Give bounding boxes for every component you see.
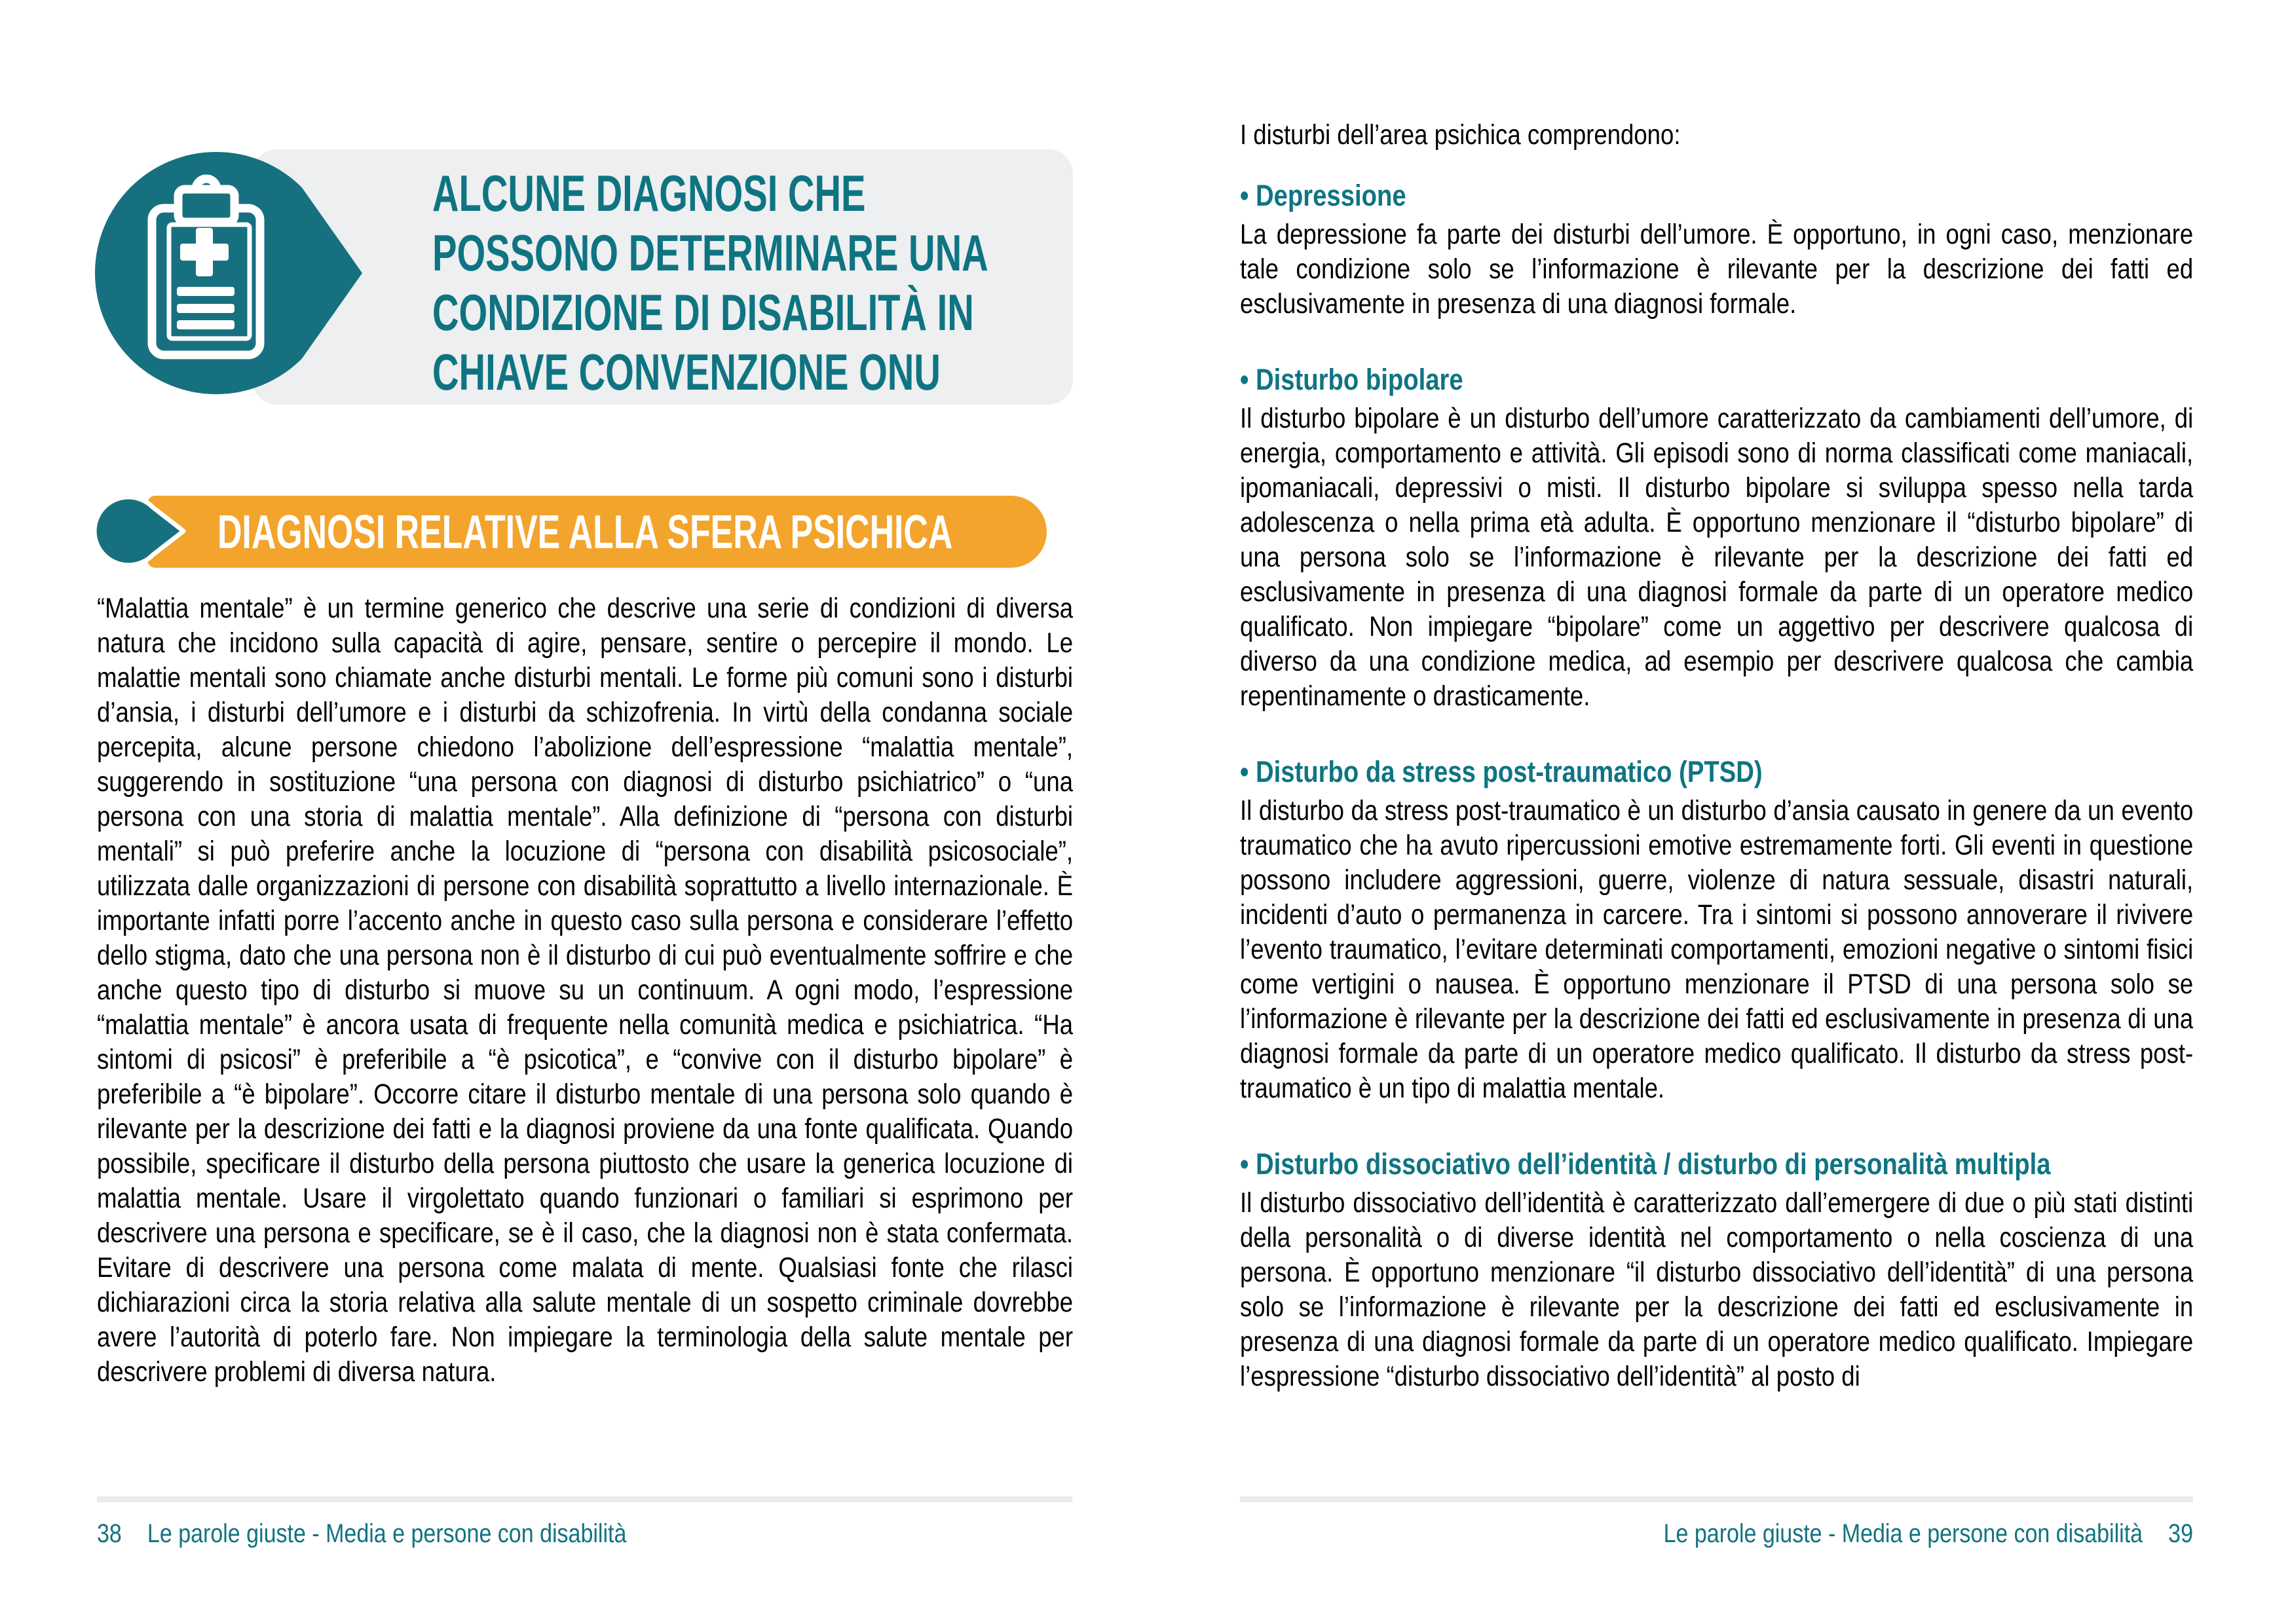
badge-title <box>432 164 998 402</box>
badge-title-line: CHIAVE CONVENZIONE ONU <box>432 343 941 401</box>
section-banner-title: DIAGNOSI RELATIVE ALLA SFERA PSICHICA <box>217 506 953 559</box>
section-heading: • Disturbo da stress post-traumatico (PTSD) <box>1240 755 1763 788</box>
right-column <box>1240 118 2193 1435</box>
book-title: Le parole giuste - Media e persone con disabilità <box>147 1519 627 1548</box>
section-depressione <box>1240 178 2193 322</box>
section-heading: • Disturbo dissociativo dell’identità / disturbo di personalità multipla <box>1240 1147 2051 1181</box>
intro-line: I disturbi dell’area psichica comprendono: <box>1240 119 1681 151</box>
section-disturbo-bipolare <box>1240 362 2193 714</box>
body-paragraph: “Malattia mentale” è un termine generico che descrive una serie di condizioni di diversa natura che incidono sulla capacità di agire, pensare, sentire o percepire il mondo. Le malattie mentali sono chiamate anche disturbi mentali. Le forme più comuni sono i disturbi d’ansia, i disturbi dell’umore e i disturbi da schizofrenia. In virtù della condanna sociale percepita, alcune persone chiedono l’abolizione dell’espressione “malattia mentale”, suggerendo in sostituzione “una persona con diagnosi di disturbo psichiatrico” o “una persona con una storia di malattia mentale”. Alla definizione di “persona con disturbi mentali” si può preferire anche la locuzione di “persona con disabilità psicosociale”, utilizzata dalle organizzazioni di persone con disabilità soprattutto a livello internazionale. È importante infatti porre l’accento anche in questo caso sulla persona e considerare l’effetto dello stigma, dato che una persona non è il disturbo di cui può eventualmente soffrire e che anche questo tipo di disturbo si muove su un continuum. A ogni modo, l’espressione “malattia mentale” è ancora usata di frequente nella comunità medica e psichiatrica. “Ha sintomi di psicosi” è preferibile a “è psicotica”, e “convive con il disturbo bipolare” è preferibile a “è bipolare”. Occorre citare il disturbo mentale di una persona solo quando è rilevante per la descrizione dei fatti e la diagnosi proviene da una fonte qualificata. Quando possibile, specificare il disturbo della persona piuttosto che usare la generica locuzione di malattia mentale. Usare il virgolettato quando funzionari o familiari si esprimono per descrivere una persona e specificare, se è il caso, che la diagnosi non è stata confermata. Evitare di descrivere una persona come malata di mente. Qualsiasi fonte che rilasci dichiarazioni circa la storia relativa alla salute mentale di un sospetto criminale dovrebbe avere l’autorità di poterlo fare. Non impiegare la terminologia della salute mentale per descrivere problemi di diversa natura. <box>97 593 1074 1388</box>
badge-drop-shape <box>79 134 373 413</box>
section-disturbo-dissociativo <box>1240 1147 2193 1394</box>
section-ptsd <box>1240 754 2193 1106</box>
page-footer <box>1240 1519 2193 1549</box>
section-heading: • Disturbo bipolare <box>1240 363 1463 396</box>
page-number: 39 <box>2168 1519 2193 1548</box>
section-paragraph: Il disturbo dissociativo dell’identità è caratterizzato dall’emergere di due o più stati distinti della personalità o di diverse identità nel comportamento o nella coscienza di una persona. È opportuno menzionare “il disturbo dissociativo dell’identità” di una persona solo se l’informazione è rilevante per la descrizione dei fatti ed esclusivamente in presenza di una diagnosi formale da parte di un operatore medico qualificato. Impiegare l’espressione “disturbo dissociativo dell’identità” al posto di <box>1240 1187 2194 1392</box>
footer-rule <box>97 1496 1072 1502</box>
page-footer <box>97 1519 1073 1549</box>
section-paragraph: Il disturbo da stress post-traumatico è un disturbo d’ansia causato in genere da un evento traumatico che ha avuto ripercussioni emotive estremamente forti. Gli eventi in questione possono includere aggressioni, guerre, violenze di natura sessuale, disastri naturali, incidenti d’auto o permanenza in carcere. Tra i sintomi si possono annoverare il rivivere l’evento traumatico, l’evitare determinati comportamenti, emozioni negative o sintomi fisici come vertigini o nausea. È opportuno menzionare il PTSD di una persona solo se l’informazione è rilevante per la descrizione dei fatti ed esclusivamente in presenza di una diagnosi formale da parte di un operatore medico qualificato. Il disturbo da stress post-traumatico è un tipo di malattia mentale. <box>1240 795 2194 1104</box>
book-title: Le parole giuste - Media e persone con disabilità <box>1663 1519 2143 1548</box>
badge-title-line: ALCUNE DIAGNOSI CHE <box>432 164 866 222</box>
section-paragraph: Il disturbo bipolare è un disturbo dell’umore caratterizzato da cambiamenti dell’umore, di energia, comportamento e attività. Gli episodi sono di norma classificati come maniacali, ipomaniacali, depressivi o misti. Il disturbo bipolare si sviluppa spesso nella tarda adolescenza o nella prima età adulta. È opportuno menzionare il “disturbo bipolare” di una persona solo se l’informazione è rilevante per la descrizione dei fatti ed esclusivamente in presenza di una diagnosi formale da parte di un operatore medico qualificato. Non impiegare “bipolare” come un aggettivo per descrivere qualcosa di diverso da una condizione medica, ad esempio per descrivere qualcosa che cambia repentinamente o drasticamente. <box>1240 403 2194 712</box>
footer-rule <box>1240 1496 2193 1502</box>
section-paragraph: La depressione fa parte dei disturbi dell’umore. È opportuno, in ogni caso, menzionare tale condizione solo se l’informazione è rilevante per la descrizione dei fatti ed esclusivamente in presenza di una diagnosi formale. <box>1240 219 2194 320</box>
badge-title-line: POSSONO DETERMINARE UNA <box>432 224 988 282</box>
badge-title-line: CONDIZIONE DI DISABILITÀ IN <box>432 284 974 341</box>
page-number: 38 <box>97 1519 122 1548</box>
page-39 <box>1145 0 2290 1624</box>
banner-drop-icon <box>84 489 192 574</box>
section-heading: • Depressione <box>1240 179 1406 212</box>
